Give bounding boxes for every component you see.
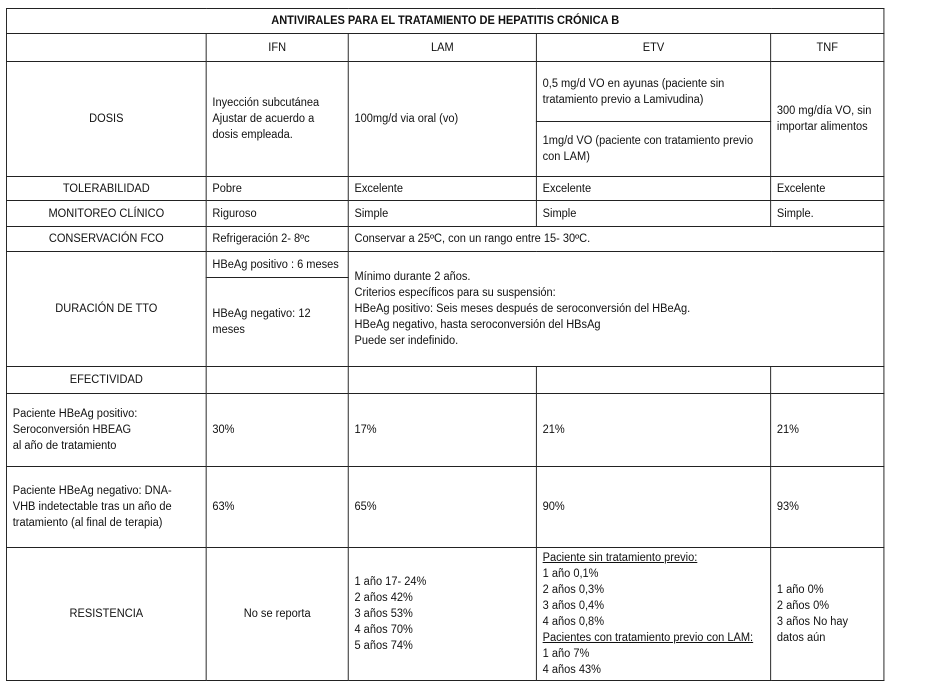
monitoreo-lam: Simple [348,201,536,227]
duracion-rest: Mínimo durante 2 años. Criterios específicos para su suspensión: HBeAg positivo: Seis meses después de seroconversión del HBeAg. HBeAg negativo, hasta seroconversión del HBsAg Puede ser indefinido. [348,252,884,367]
row-label-dosis: DOSIS [6,62,206,177]
efectividad-empty-ifn [206,367,348,394]
col-header-ifn: IFN [206,34,348,62]
col-header-tnf: TNF [771,34,884,62]
dosis-tnf: 300 mg/día VO, sin importar alimentos [771,62,884,177]
efectividad-empty-tnf [771,367,884,394]
dosis-ifn: Inyección subcutánea Ajustar de acuerdo a dosis empleada. [206,62,348,177]
row-label-monitoreo: MONITOREO CLÍNICO [6,201,206,227]
tolerabilidad-tnf: Excelente [771,177,884,201]
negativo-ifn: 63% [206,467,348,548]
resistencia-lam: 1 año 17- 24% 2 años 42% 3 años 53% 4 años 70% 5 años 74% [348,548,536,681]
row-label-positivo: Paciente HBeAg positivo: Seroconversión HBEAG al año de tratamiento [6,394,206,467]
resistencia-etv-heading-sin: Paciente sin tratamiento previo: [542,552,698,564]
monitoreo-ifn: Riguroso [206,201,348,227]
positivo-ifn: 30% [206,394,348,467]
row-label-duracion: DURACIÓN DE TTO [6,252,206,367]
negativo-lam: 65% [348,467,536,548]
col-header-lam: LAM [348,34,536,62]
positivo-lam: 17% [348,394,536,467]
row-label-tolerabilidad: TOLERABILIDAD [6,177,206,201]
tolerabilidad-ifn: Pobre [206,177,348,201]
tolerabilidad-etv: Excelente [536,177,770,201]
positivo-tnf: 21% [771,394,884,467]
monitoreo-tnf: Simple. [771,201,884,227]
resistencia-tnf: 1 año 0% 2 años 0% 3 años No hay datos aún [771,548,884,681]
header-empty-cell [6,34,206,62]
duracion-ifn-negativo: HBeAg negativo: 12 meses [206,278,348,367]
resistencia-ifn: No se reporta [206,548,348,681]
row-label-efectividad: EFECTIVIDAD [6,367,206,394]
resistencia-etv-values-con-lam: 1 año 7% 4 años 43% [542,648,601,676]
negativo-etv: 90% [536,467,770,548]
duracion-ifn-positivo: HBeAg positivo : 6 meses [206,252,348,278]
tolerabilidad-lam: Excelente [348,177,536,201]
negativo-tnf: 93% [771,467,884,548]
dosis-etv-sin-tratamiento: 0,5 mg/d VO en ayunas (paciente sin tratamiento previo a Lamivudina) [536,62,770,122]
conservacion-ifn: Refrigeración 2- 8ºc [206,227,348,252]
efectividad-empty-lam [348,367,536,394]
dosis-etv-con-lam: 1mg/d VO (paciente con tratamiento previo con LAM) [536,122,770,177]
monitoreo-etv: Simple [536,201,770,227]
resistencia-etv-values-sin: 1 año 0,1% 2 años 0,3% 3 años 0,4% 4 años 0,8% [542,568,605,628]
efectividad-empty-etv [536,367,770,394]
row-label-conservacion: CONSERVACIÓN FCO [6,227,206,252]
table-title: ANTIVIRALES PARA EL TRATAMIENTO DE HEPATITIS CRÓNICA B [6,9,883,34]
row-label-resistencia: RESISTENCIA [6,548,206,681]
dosis-lam: 100mg/d via oral (vo) [348,62,536,177]
positivo-etv: 21% [536,394,770,467]
resistencia-etv-heading-con-lam: Pacientes con tratamiento previo con LAM: [542,632,754,644]
antivirals-table [6,8,884,681]
conservacion-rest: Conservar a 25ºC, con un rango entre 15- 30ºC. [348,227,884,252]
resistencia-etv [536,548,770,681]
col-header-etv: ETV [536,34,770,62]
row-label-negativo: Paciente HBeAg negativo: DNA- VHB indetectable tras un año de tratamiento (al final de terapia) [6,467,206,548]
